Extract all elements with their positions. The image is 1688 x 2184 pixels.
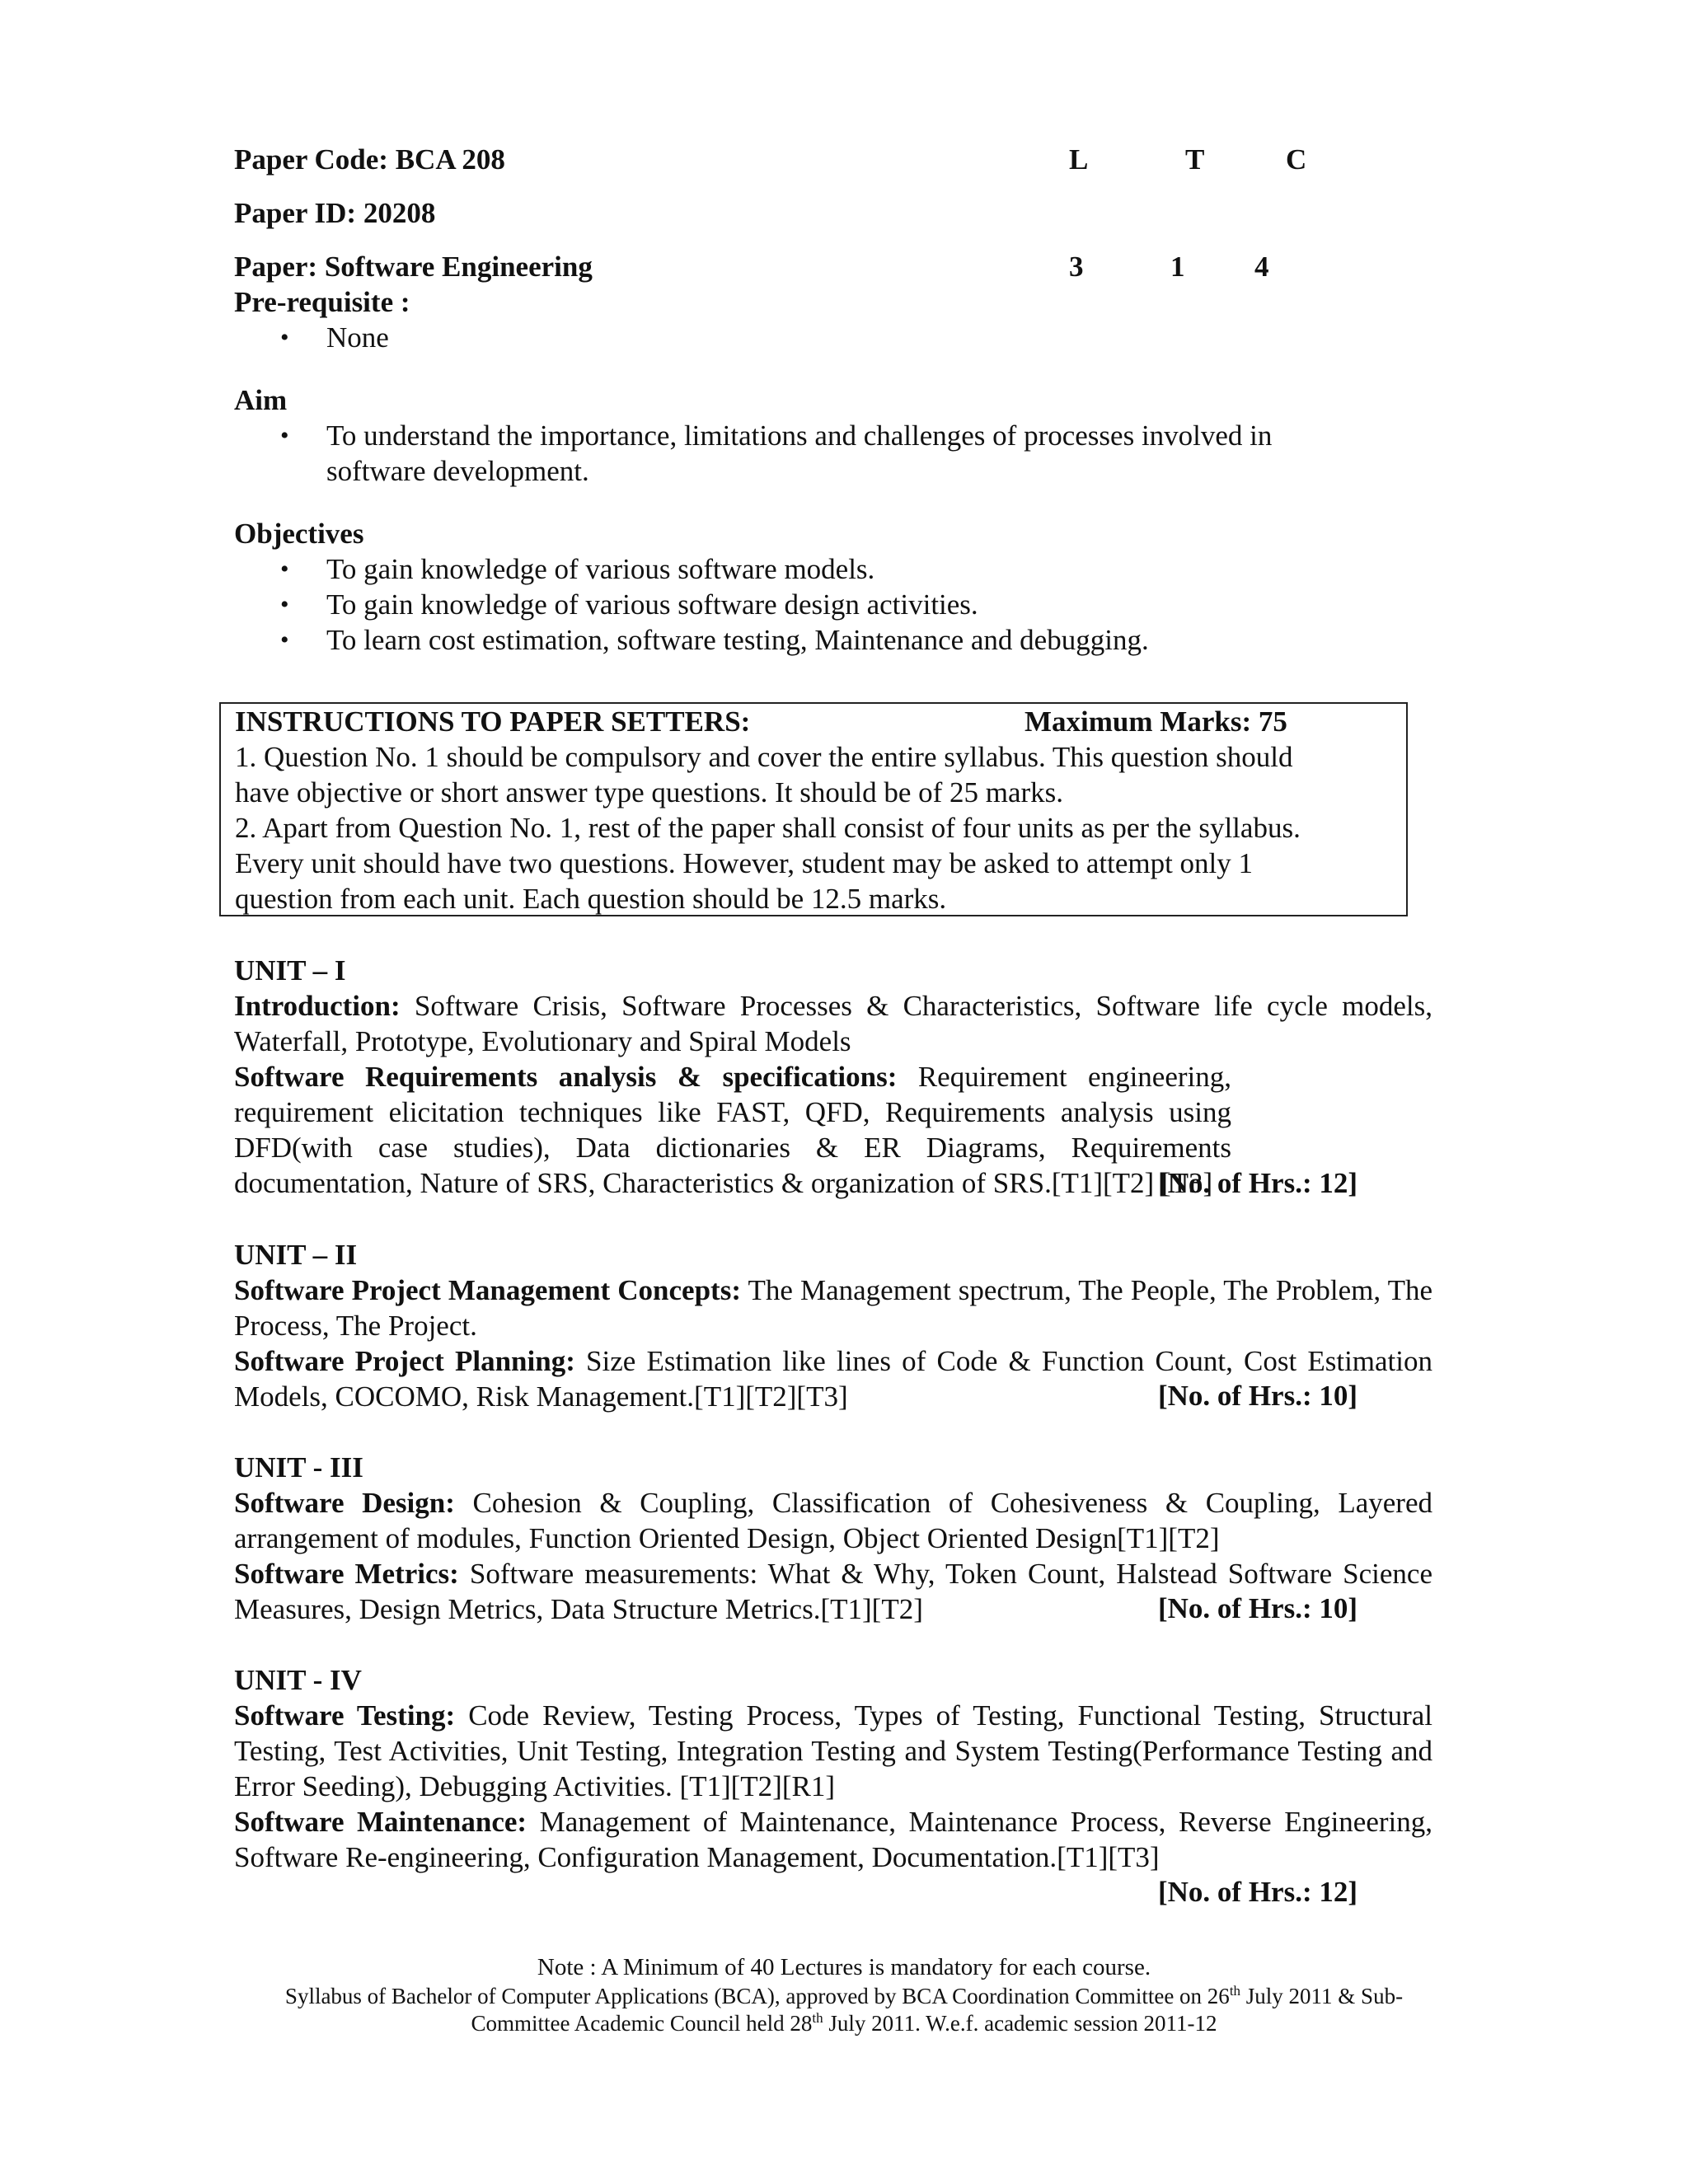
footer-text: Syllabus of Bachelor of Computer Applications (BCA), approved by BCA Coordination Committee on 26 (284, 1984, 1230, 2008)
topic-heading: Software Project Management Concepts: (234, 1274, 741, 1306)
topic-text: The Management spectrum, The People, The Problem, The Process, The Project. (234, 1274, 1433, 1342)
prerequisite-list (280, 320, 389, 355)
list-item: • To gain knowledge of various software models. (280, 551, 1149, 587)
list-item: • To understand the importance, limitations and challenges of processes involved in software development. (280, 418, 1348, 489)
topic-heading: Software Maintenance: (234, 1806, 528, 1838)
unit-4-hours: [No. of Hrs.: 12] (1158, 1876, 1358, 1908)
footer-text: July 2011. W.e.f. academic session 2011-12 (823, 2011, 1217, 2036)
unit-paragraph (234, 1804, 1432, 1875)
topic-heading: Introduction: (234, 990, 401, 1022)
footer-superscript: th (812, 2010, 823, 2026)
topic-heading: Software Requirements analysis & specifications: (234, 1061, 898, 1093)
topic-text: Cohesion & Coupling, Classification of Cohesiveness & Coupling, Layered arrangement of modules, Function Oriented Design, Object Oriented Design[T1][T2] (234, 1487, 1432, 1554)
topic-heading: Software Testing: (234, 1699, 456, 1732)
footer-approval-line-1 (0, 1982, 1688, 2010)
unit-title: UNIT - III (234, 1451, 363, 1483)
instructions-box (219, 702, 1408, 916)
paper-title: Paper: Software Engineering (234, 251, 593, 283)
unit-3-hours: [No. of Hrs.: 10] (1158, 1592, 1358, 1624)
topic-heading: Software Design: (234, 1487, 455, 1519)
unit-paragraph (234, 1059, 1231, 1201)
topic-text: Software Crisis, Software Processes & Characteristics, Software life cycle models, Waterfall, Prototype, Evolutionary and Spiral Models (234, 990, 1432, 1057)
col-c-header: C (1286, 143, 1307, 176)
unit-4 (234, 1662, 1432, 1875)
col-c-value: 4 (1254, 251, 1269, 283)
unit-paragraph (234, 988, 1432, 1059)
prerequisite-heading: Pre-requisite : (234, 286, 410, 318)
footer-note: Note : A Minimum of 40 Lectures is mandatory for each course. (537, 1954, 1151, 1980)
unit-title: UNIT – I (234, 954, 346, 987)
col-l-value: 3 (1069, 251, 1084, 283)
topic-text: Management of Maintenance, Maintenance Process, Reverse Engineering, Software Re-engineering, Configuration Management, Documentation.[T1][T3] (234, 1806, 1432, 1873)
maximum-marks: Maximum Marks: 75 (1025, 705, 1287, 738)
unit-1 (234, 953, 1432, 1201)
instruction-line: 2. Apart from Question No. 1, rest of the paper shall consist of four units as per the syllabus. (235, 812, 1301, 844)
instruction-line: Every unit should have two questions. However, student may be asked to attempt only 1 (235, 847, 1254, 879)
footer-text: July 2011 & Sub- (1240, 1984, 1404, 2008)
footer-approval-line-2 (0, 2009, 1688, 2037)
topic-text: Size Estimation like lines of Code & Function Count, Cost Estimation Models, COCOMO, Risk Management.[T1][T2][T3] (234, 1345, 1433, 1413)
unit-2-hours: [No. of Hrs.: 10] (1158, 1380, 1358, 1412)
paper-code: Paper Code: BCA 208 (234, 143, 505, 176)
unit-title: UNIT – II (234, 1239, 358, 1271)
list-item: • To gain knowledge of various software design activities. (280, 587, 1149, 622)
topic-text: Code Review, Testing Process, Types of Testing, Functional Testing, Structural Testing, Test Activities, Unit Testing, Integration Testing and System Testing(Performance Testing and Error Seeding), Debugging Activities. [T1][T2][R1] (234, 1699, 1432, 1802)
topic-heading: Software Project Planning: (234, 1345, 575, 1377)
topic-text: Requirement engineering, requirement elicitation techniques like FAST, QFD, Requirements analysis using DFD(with case studies), Data dictionaries & ER Diagrams, Requirements documentation, Nature of SRS, Characteristics & organization of SRS.[T1][T2] [T3] (234, 1061, 1231, 1199)
paper-id: Paper ID: 20208 (234, 197, 436, 229)
unit-paragraph (234, 1698, 1432, 1804)
col-l-header: L (1069, 143, 1089, 176)
unit-paragraph (234, 1485, 1432, 1556)
col-t-header: T (1185, 143, 1205, 176)
instructions-heading: INSTRUCTIONS TO PAPER SETTERS: (235, 705, 751, 738)
topic-heading: Software Metrics: (234, 1558, 459, 1590)
footer-text: Committee Academic Council held 28 (471, 2011, 813, 2036)
instruction-line: have objective or short answer type questions. It should be of 25 marks. (235, 776, 1064, 808)
footer-superscript: th (1229, 1983, 1241, 1999)
aim-heading: Aim (234, 384, 288, 416)
list-item: • To learn cost estimation, software testing, Maintenance and debugging. (280, 622, 1149, 658)
objectives-heading: Objectives (234, 518, 364, 550)
list-item: • None (280, 320, 389, 355)
col-t-value: 1 (1170, 251, 1185, 283)
unit-1-hours: [No. of Hrs.: 12] (1158, 1167, 1358, 1199)
unit-title: UNIT - IV (234, 1664, 362, 1696)
instruction-line: 1. Question No. 1 should be compulsory and cover the entire syllabus. This question should (235, 741, 1293, 773)
objectives-list (280, 551, 1149, 658)
topic-text: Software measurements: What & Why, Token Count, Halstead Software Science Measures, Design Metrics, Data Structure Metrics.[T1][T2] (234, 1558, 1432, 1625)
unit-paragraph (234, 1272, 1432, 1343)
aim-list (280, 418, 1368, 489)
instructions-header-row (235, 704, 1406, 739)
instruction-line: question from each unit. Each question should be 12.5 marks. (235, 883, 947, 915)
